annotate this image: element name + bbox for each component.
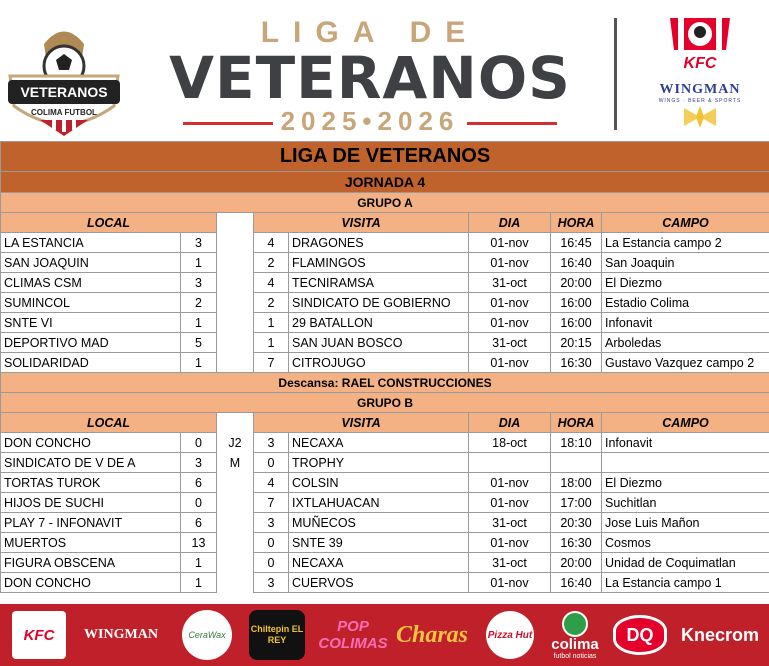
sponsor-dq-text: DQ <box>613 615 667 655</box>
colima-tagline: futbol noticias <box>553 652 597 660</box>
match-day: 31-oct <box>469 513 551 533</box>
wingman-tagline: WINGS · BEER & SPORTS <box>658 98 742 104</box>
match-note <box>217 573 254 593</box>
match-day: 31-oct <box>469 553 551 573</box>
score-local: 1 <box>181 573 217 593</box>
match-day: 01-nov <box>469 473 551 493</box>
sponsor-colima-logo <box>544 610 606 660</box>
sponsor-popcolimas-logo: POP COLIMAS <box>318 618 388 652</box>
match-day: 18-oct <box>469 433 551 453</box>
match-note: J2 <box>217 433 254 453</box>
match-day <box>469 453 551 473</box>
team-visita: DRAGONES <box>289 233 469 253</box>
wingman-wordmark: WINGMAN <box>659 82 741 97</box>
match-time <box>551 453 602 473</box>
match-note <box>217 513 254 533</box>
match-day: 31-oct <box>469 333 551 353</box>
col-spacer <box>217 413 254 433</box>
match-row <box>1 493 769 513</box>
score-visita: 1 <box>254 313 289 333</box>
team-local: DON CONCHO <box>1 433 181 453</box>
match-field: El Diezmo <box>602 273 769 293</box>
sponsor-dq-logo <box>610 610 670 660</box>
score-local: 1 <box>181 353 217 373</box>
red-line-left <box>183 122 273 125</box>
sponsor-kfc-logo <box>8 610 70 660</box>
match-time: 16:00 <box>551 313 602 333</box>
team-visita: TECNIRAMSA <box>289 273 469 293</box>
team-local: SAN JOAQUIN <box>1 253 181 273</box>
match-row <box>1 433 769 453</box>
team-visita: MUÑECOS <box>289 513 469 533</box>
score-local: 3 <box>181 233 217 253</box>
team-local: CLIMAS CSM <box>1 273 181 293</box>
match-field: Infonavit <box>602 313 769 333</box>
sponsor-kfc-text: KFC <box>12 611 66 659</box>
match-time: 17:00 <box>551 493 602 513</box>
sponsor-pizzahut-text: Pizza Hut <box>486 611 534 659</box>
match-note <box>217 333 254 353</box>
team-visita: CUERVOS <box>289 573 469 593</box>
col-hora: HORA <box>551 413 602 433</box>
match-field: Infonavit <box>602 433 769 453</box>
team-visita: SNTE 39 <box>289 533 469 553</box>
col-hora: HORA <box>551 213 602 233</box>
team-local: HIJOS DE SUCHI <box>1 493 181 513</box>
team-local: SNTE VI <box>1 313 181 333</box>
score-visita: 0 <box>254 553 289 573</box>
badge-title: VETERANOS <box>20 84 108 100</box>
sponsor-knecrom-logo: Knecrom <box>680 624 760 645</box>
team-local: TORTAS TUROK <box>1 473 181 493</box>
match-field: Jose Luis Mañon <box>602 513 769 533</box>
sponsor-wingman-logo: WINGMAN <box>84 627 158 642</box>
team-visita: NECAXA <box>289 433 469 453</box>
team-visita: COLSIN <box>289 473 469 493</box>
match-note <box>217 293 254 313</box>
team-visita: FLAMINGOS <box>289 253 469 273</box>
score-visita: 2 <box>254 253 289 273</box>
match-note <box>217 253 254 273</box>
colima-wordmark: colima <box>551 635 599 653</box>
sponsor-pizzahut-logo <box>482 610 538 660</box>
match-day: 01-nov <box>469 293 551 313</box>
match-time: 16:30 <box>551 353 602 373</box>
match-time: 20:15 <box>551 333 602 353</box>
column-header-row-b <box>1 413 769 433</box>
col-dia: DIA <box>469 213 551 233</box>
match-row <box>1 293 769 313</box>
team-visita: SAN JUAN BOSCO <box>289 333 469 353</box>
match-note <box>217 233 254 253</box>
match-field: Arboledas <box>602 333 769 353</box>
team-local: MUERTOS <box>1 533 181 553</box>
score-local: 0 <box>181 433 217 453</box>
match-time: 16:00 <box>551 293 602 313</box>
col-dia: DIA <box>469 413 551 433</box>
group-b-title: GRUPO B <box>1 393 769 413</box>
banner-header <box>0 0 769 141</box>
sponsor-cerawax-logo <box>176 610 238 660</box>
match-day: 01-nov <box>469 573 551 593</box>
team-local: DON CONCHO <box>1 573 181 593</box>
score-local: 5 <box>181 333 217 353</box>
match-note <box>217 553 254 573</box>
match-note <box>217 533 254 553</box>
column-header-row-a <box>1 213 769 233</box>
team-visita: SINDICATO DE GOBIERNO <box>289 293 469 313</box>
team-visita: TROPHY <box>289 453 469 473</box>
match-time: 18:10 <box>551 433 602 453</box>
score-visita: 4 <box>254 273 289 293</box>
match-note <box>217 353 254 373</box>
match-field: El Diezmo <box>602 473 769 493</box>
match-time: 18:00 <box>551 473 602 493</box>
sponsor-chiltepin-logo <box>244 610 310 660</box>
match-time: 16:40 <box>551 253 602 273</box>
match-time: 16:40 <box>551 573 602 593</box>
wings-icon <box>680 104 720 130</box>
score-visita: 1 <box>254 333 289 353</box>
score-visita: 3 <box>254 513 289 533</box>
sponsor-charas-logo: Charas <box>395 621 469 648</box>
table-title: LIGA DE VETERANOS <box>1 142 769 172</box>
match-time: 20:30 <box>551 513 602 533</box>
match-day: 01-nov <box>469 233 551 253</box>
team-local: SUMINCOL <box>1 293 181 313</box>
team-visita: CITROJUGO <box>289 353 469 373</box>
wingman-logo <box>652 82 748 132</box>
score-visita: 0 <box>254 533 289 553</box>
league-title-logo <box>150 10 590 136</box>
match-field: Suchitlan <box>602 493 769 513</box>
jornada-title: JORNADA 4 <box>1 172 769 193</box>
match-field: Unidad de Coquimatlan <box>602 553 769 573</box>
score-local: 1 <box>181 553 217 573</box>
match-row <box>1 533 769 553</box>
team-visita: IXTLAHUACAN <box>289 493 469 513</box>
badge-subtitle: COLIMA FUTBOL <box>31 108 97 117</box>
score-visita: 2 <box>254 293 289 313</box>
team-local: DEPORTIVO MAD <box>1 333 181 353</box>
team-local: SINDICATO DE V DE A <box>1 453 181 473</box>
logo-liga-de: LIGA DE <box>260 16 480 49</box>
team-local: FIGURA OBSCENA <box>1 553 181 573</box>
col-spacer <box>217 213 254 233</box>
match-time: 16:45 <box>551 233 602 253</box>
match-row <box>1 273 769 293</box>
score-local: 1 <box>181 313 217 333</box>
match-field: La Estancia campo 1 <box>602 573 769 593</box>
match-row <box>1 313 769 333</box>
score-local: 3 <box>181 453 217 473</box>
season-text: 2025•2026 <box>280 106 460 136</box>
fixtures-table <box>0 141 769 593</box>
match-row <box>1 473 769 493</box>
match-time: 16:30 <box>551 533 602 553</box>
score-visita: 4 <box>254 473 289 493</box>
match-row <box>1 353 769 373</box>
score-local: 0 <box>181 493 217 513</box>
sponsor-chiltepin-text: Chiltepin EL REY <box>249 610 305 660</box>
match-row <box>1 333 769 353</box>
match-field: Estadio Colima <box>602 293 769 313</box>
match-row <box>1 233 769 253</box>
match-field: Cosmos <box>602 533 769 553</box>
team-local: SOLIDARIDAD <box>1 353 181 373</box>
col-campo: CAMPO <box>602 413 769 433</box>
team-local: LA ESTANCIA <box>1 233 181 253</box>
team-local: PLAY 7 - INFONAVIT <box>1 513 181 533</box>
score-local: 1 <box>181 253 217 273</box>
match-field: La Estancia campo 2 <box>602 233 769 253</box>
score-visita: 7 <box>254 493 289 513</box>
sponsor-cerawax-text: CeraWax <box>182 610 232 660</box>
colima-ball-icon <box>562 611 588 637</box>
match-row <box>1 513 769 533</box>
match-note <box>217 493 254 513</box>
match-day: 01-nov <box>469 353 551 373</box>
match-time: 20:00 <box>551 273 602 293</box>
match-day: 31-oct <box>469 273 551 293</box>
score-local: 2 <box>181 293 217 313</box>
match-row <box>1 453 769 473</box>
col-campo: CAMPO <box>602 213 769 233</box>
match-note <box>217 273 254 293</box>
kfc-logo <box>660 16 740 72</box>
match-day: 01-nov <box>469 313 551 333</box>
veteranos-badge-logo <box>4 14 124 138</box>
match-row <box>1 253 769 273</box>
sponsor-footer <box>0 604 769 666</box>
match-field <box>602 453 769 473</box>
score-visita: 0 <box>254 453 289 473</box>
score-visita: 3 <box>254 433 289 453</box>
score-visita: 3 <box>254 573 289 593</box>
match-field: San Joaquin <box>602 253 769 273</box>
match-day: 01-nov <box>469 253 551 273</box>
col-local: LOCAL <box>1 213 217 233</box>
group-a-title: GRUPO A <box>1 193 769 213</box>
col-visita: VISITA <box>254 413 469 433</box>
team-visita: NECAXA <box>289 553 469 573</box>
match-day: 01-nov <box>469 493 551 513</box>
logo-season <box>150 106 590 137</box>
score-visita: 4 <box>254 233 289 253</box>
match-row <box>1 553 769 573</box>
match-row <box>1 573 769 593</box>
kfc-wordmark: KFC <box>683 55 717 72</box>
match-time: 20:00 <box>551 553 602 573</box>
score-visita: 7 <box>254 353 289 373</box>
score-local: 6 <box>181 513 217 533</box>
col-visita: VISITA <box>254 213 469 233</box>
header-divider <box>614 18 617 130</box>
match-field: Gustavo Vazquez campo 2 <box>602 353 769 373</box>
col-local: LOCAL <box>1 413 217 433</box>
match-note <box>217 473 254 493</box>
descansa-row: Descansa: RAEL CONSTRUCCIONES <box>1 373 769 393</box>
match-note: M <box>217 453 254 473</box>
score-local: 6 <box>181 473 217 493</box>
score-local: 13 <box>181 533 217 553</box>
red-line-right <box>467 122 557 125</box>
match-day: 01-nov <box>469 533 551 553</box>
team-visita: 29 BATALLON <box>289 313 469 333</box>
logo-veteranos: VETERANOS <box>169 44 571 112</box>
match-note <box>217 313 254 333</box>
score-local: 3 <box>181 273 217 293</box>
